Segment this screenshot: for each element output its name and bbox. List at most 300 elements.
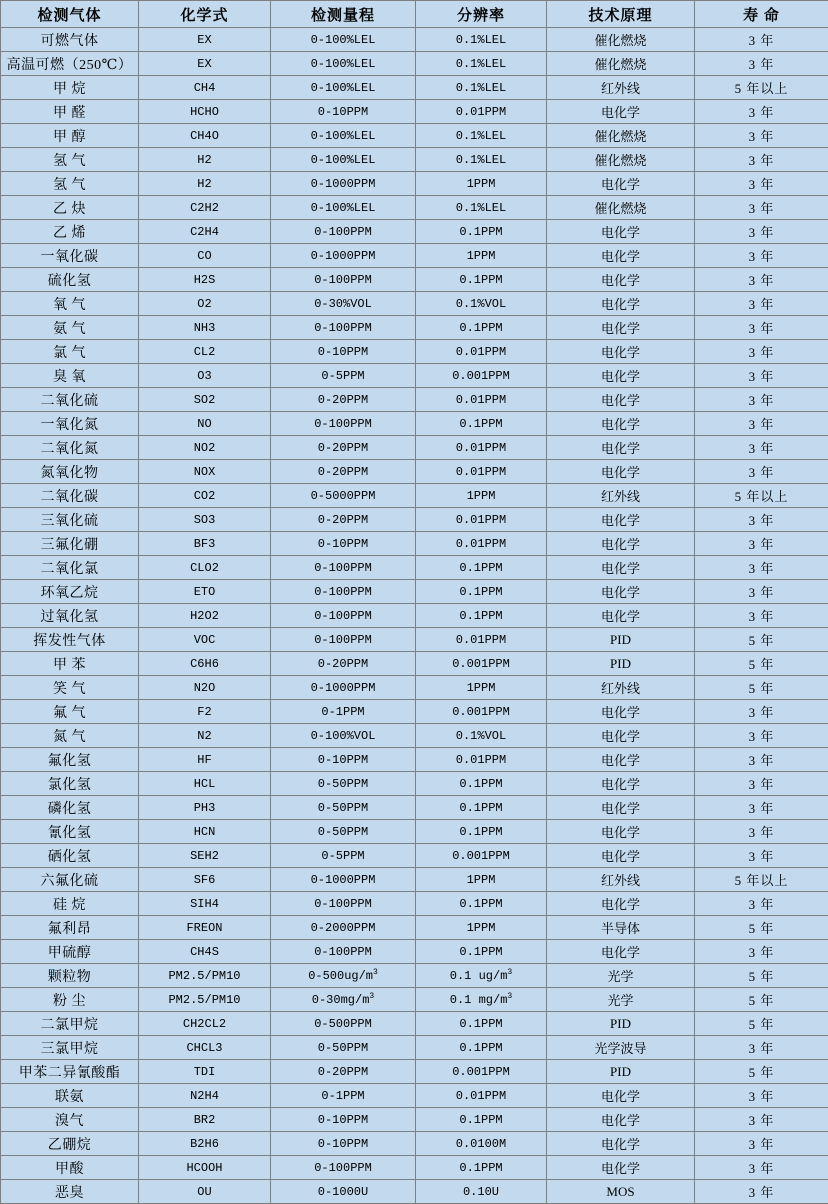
cell-resolution: 0.01PPM [416, 460, 547, 484]
cell-range: 0-100PPM [271, 412, 416, 436]
cell-resolution: 1PPM [416, 244, 547, 268]
cell-gas: 甲 醛 [1, 100, 139, 124]
cell-gas: 甲 苯 [1, 652, 139, 676]
cell-gas: 颗粒物 [1, 964, 139, 988]
table-row [1, 316, 828, 340]
cell-resolution: 0.1%LEL [416, 76, 547, 100]
table-row [1, 964, 828, 988]
cell-range: $0-500ug/m^3$ [271, 964, 416, 988]
cell-range: 0-20PPM [271, 460, 416, 484]
cell-range: 0-1000PPM [271, 676, 416, 700]
cell-gas: 恶臭 [1, 1180, 139, 1204]
table-row [1, 1060, 828, 1084]
cell-gas: 乙 炔 [1, 196, 139, 220]
cell-range: 0-5PPM [271, 844, 416, 868]
table-row [1, 604, 828, 628]
table-row [1, 1108, 828, 1132]
table-row [1, 1084, 828, 1108]
cell-resolution: 0.01PPM [416, 436, 547, 460]
table-row [1, 868, 828, 892]
cell-formula: C2H2 [139, 196, 271, 220]
cell-formula: NH3 [139, 316, 271, 340]
table-row [1, 292, 828, 316]
cell-lifetime: 3 年 [695, 580, 828, 604]
column-header-gas: 检测气体 [1, 1, 139, 28]
cell-resolution: 0.01PPM [416, 100, 547, 124]
cell-resolution: 0.1%LEL [416, 28, 547, 52]
cell-range: 0-100PPM [271, 268, 416, 292]
cell-principle: 电化学 [547, 1132, 695, 1156]
cell-formula: HCN [139, 820, 271, 844]
cell-gas: 氢 气 [1, 172, 139, 196]
cell-resolution: 0.1PPM [416, 412, 547, 436]
cell-formula: CO [139, 244, 271, 268]
cell-formula: SIH4 [139, 892, 271, 916]
cell-principle: 电化学 [547, 604, 695, 628]
cell-range: 0-100PPM [271, 892, 416, 916]
cell-gas: 氮 气 [1, 724, 139, 748]
cell-lifetime: 5 年以上 [695, 868, 828, 892]
cell-lifetime: 3 年 [695, 820, 828, 844]
cell-gas: 粉 尘 [1, 988, 139, 1012]
cell-resolution: 0.1%LEL [416, 196, 547, 220]
cell-resolution: 0.1PPM [416, 796, 547, 820]
cell-range: 0-100%LEL [271, 196, 416, 220]
cell-lifetime: 3 年 [695, 604, 828, 628]
cell-gas: 硒化氢 [1, 844, 139, 868]
table-row [1, 460, 828, 484]
cell-resolution: 0.10U [416, 1180, 547, 1204]
cell-formula: CH4S [139, 940, 271, 964]
cell-resolution: 0.01PPM [416, 628, 547, 652]
cell-formula: TDI [139, 1060, 271, 1084]
cell-resolution: 0.1PPM [416, 316, 547, 340]
table-row [1, 172, 828, 196]
cell-formula: BF3 [139, 532, 271, 556]
cell-principle: 电化学 [547, 1108, 695, 1132]
table-row [1, 412, 828, 436]
cell-gas: 氯化氢 [1, 772, 139, 796]
cell-range: 0-100%LEL [271, 28, 416, 52]
cell-lifetime: 3 年 [695, 1108, 828, 1132]
cell-range: 0-10PPM [271, 748, 416, 772]
table-row [1, 796, 828, 820]
cell-formula: NO [139, 412, 271, 436]
cell-range: 0-100PPM [271, 316, 416, 340]
cell-resolution: 0.1PPM [416, 892, 547, 916]
cell-resolution: 0.1PPM [416, 604, 547, 628]
cell-range: 0-100%LEL [271, 76, 416, 100]
column-header-lifetime: 寿 命 [695, 1, 828, 28]
cell-resolution: 0.01PPM [416, 508, 547, 532]
cell-principle: 电化学 [547, 748, 695, 772]
cell-formula: SO3 [139, 508, 271, 532]
cell-resolution: 0.1PPM [416, 1036, 547, 1060]
cell-formula: H2 [139, 172, 271, 196]
cell-formula: CO2 [139, 484, 271, 508]
cell-principle: 催化燃烧 [547, 196, 695, 220]
cell-resolution: 1PPM [416, 868, 547, 892]
table-row [1, 628, 828, 652]
cell-gas: 硫化氢 [1, 268, 139, 292]
cell-range: 0-20PPM [271, 652, 416, 676]
cell-gas: 二氧化硫 [1, 388, 139, 412]
table-row [1, 52, 828, 76]
cell-resolution: 0.0100M [416, 1132, 547, 1156]
cell-range: 0-100%LEL [271, 52, 416, 76]
cell-resolution: 0.1%LEL [416, 52, 547, 76]
cell-range: 0-1000PPM [271, 244, 416, 268]
cell-range: 0-100PPM [271, 580, 416, 604]
cell-resolution: 0.01PPM [416, 1084, 547, 1108]
cell-lifetime: 3 年 [695, 100, 828, 124]
cell-principle: 红外线 [547, 484, 695, 508]
cell-formula: NO2 [139, 436, 271, 460]
column-header-resolution: 分辨率 [416, 1, 547, 28]
table-row [1, 724, 828, 748]
cell-lifetime: 3 年 [695, 244, 828, 268]
cell-formula: SO2 [139, 388, 271, 412]
cell-lifetime: 3 年 [695, 1036, 828, 1060]
cell-gas: 乙硼烷 [1, 1132, 139, 1156]
cell-principle: 电化学 [547, 508, 695, 532]
table-row [1, 580, 828, 604]
cell-formula: O2 [139, 292, 271, 316]
cell-resolution: 0.1 $mg/m^3$ [416, 988, 547, 1012]
cell-resolution: 0.001PPM [416, 1060, 547, 1084]
cell-lifetime: 5 年 [695, 676, 828, 700]
cell-range: 0-100PPM [271, 220, 416, 244]
cell-formula: NOX [139, 460, 271, 484]
cell-range: 0-100PPM [271, 556, 416, 580]
cell-resolution: 0.001PPM [416, 364, 547, 388]
cell-formula: ETO [139, 580, 271, 604]
cell-gas: 一氧化氮 [1, 412, 139, 436]
cell-gas: 氟 气 [1, 700, 139, 724]
cell-resolution: 0.1PPM [416, 1156, 547, 1180]
cell-gas: 甲苯二异氰酸酯 [1, 1060, 139, 1084]
cell-resolution: 1PPM [416, 916, 547, 940]
cell-formula: HF [139, 748, 271, 772]
cell-lifetime: 3 年 [695, 196, 828, 220]
cell-formula: H2O2 [139, 604, 271, 628]
cell-principle: 电化学 [547, 700, 695, 724]
cell-principle: 电化学 [547, 1084, 695, 1108]
cell-resolution: 0.001PPM [416, 652, 547, 676]
cell-lifetime: 3 年 [695, 364, 828, 388]
cell-gas: 三氧化硫 [1, 508, 139, 532]
cell-range: 0-100%VOL [271, 724, 416, 748]
cell-gas: 氢 气 [1, 148, 139, 172]
cell-resolution: 0.1%VOL [416, 292, 547, 316]
cell-principle: 电化学 [547, 244, 695, 268]
table-row [1, 916, 828, 940]
cell-principle: 电化学 [547, 292, 695, 316]
cell-range: 0-100%LEL [271, 124, 416, 148]
cell-lifetime: 5 年 [695, 1060, 828, 1084]
cell-range: 0-1PPM [271, 700, 416, 724]
table-row [1, 340, 828, 364]
table-row [1, 1132, 828, 1156]
table-row [1, 76, 828, 100]
cell-formula: PM2.5/PM10 [139, 964, 271, 988]
cell-lifetime: 3 年 [695, 28, 828, 52]
cell-range: 0-100%LEL [271, 148, 416, 172]
cell-resolution: 0.01PPM [416, 532, 547, 556]
table-row [1, 940, 828, 964]
cell-gas: 硅 烷 [1, 892, 139, 916]
cell-resolution: 0.1PPM [416, 772, 547, 796]
table-row [1, 676, 828, 700]
cell-range: 0-30%VOL [271, 292, 416, 316]
table-row [1, 508, 828, 532]
cell-principle: 电化学 [547, 532, 695, 556]
cell-range: 0-1PPM [271, 1084, 416, 1108]
table-row [1, 28, 828, 52]
cell-range: 0-10PPM [271, 340, 416, 364]
cell-formula: HCHO [139, 100, 271, 124]
cell-gas: 甲 烷 [1, 76, 139, 100]
cell-principle: 电化学 [547, 412, 695, 436]
cell-principle: 光学波导 [547, 1036, 695, 1060]
cell-principle: 电化学 [547, 388, 695, 412]
cell-principle: 电化学 [547, 772, 695, 796]
cell-principle: 电化学 [547, 460, 695, 484]
cell-lifetime: 3 年 [695, 124, 828, 148]
cell-range: 0-50PPM [271, 1036, 416, 1060]
cell-lifetime: 3 年 [695, 340, 828, 364]
cell-gas: 溴气 [1, 1108, 139, 1132]
cell-principle: 催化燃烧 [547, 52, 695, 76]
cell-lifetime: 5 年以上 [695, 484, 828, 508]
cell-range: 0-100PPM [271, 1156, 416, 1180]
cell-principle: 红外线 [547, 868, 695, 892]
cell-principle: 电化学 [547, 100, 695, 124]
cell-range: 0-500PPM [271, 1012, 416, 1036]
cell-formula: CL2 [139, 340, 271, 364]
table-row [1, 988, 828, 1012]
cell-formula: SEH2 [139, 844, 271, 868]
cell-range: 0-2000PPM [271, 916, 416, 940]
column-header-range: 检测量程 [271, 1, 416, 28]
cell-gas: 三氯甲烷 [1, 1036, 139, 1060]
cell-gas: 甲硫醇 [1, 940, 139, 964]
cell-resolution: 1PPM [416, 172, 547, 196]
cell-gas: 环氧乙烷 [1, 580, 139, 604]
cell-principle: 电化学 [547, 340, 695, 364]
cell-formula: FREON [139, 916, 271, 940]
cell-principle: PID [547, 652, 695, 676]
cell-resolution: 0.01PPM [416, 340, 547, 364]
cell-formula: OU [139, 1180, 271, 1204]
cell-range: 0-1000U [271, 1180, 416, 1204]
cell-lifetime: 3 年 [695, 388, 828, 412]
cell-lifetime: 3 年 [695, 1156, 828, 1180]
cell-resolution: 0.1PPM [416, 220, 547, 244]
cell-gas: 挥发性气体 [1, 628, 139, 652]
cell-gas: 六氟化硫 [1, 868, 139, 892]
cell-gas: 磷化氢 [1, 796, 139, 820]
cell-formula: C2H4 [139, 220, 271, 244]
cell-gas: 二氧化氮 [1, 436, 139, 460]
cell-resolution: 0.1PPM [416, 820, 547, 844]
cell-formula: SF6 [139, 868, 271, 892]
cell-principle: 催化燃烧 [547, 148, 695, 172]
cell-formula: HCL [139, 772, 271, 796]
cell-lifetime: 3 年 [695, 1180, 828, 1204]
table-row [1, 484, 828, 508]
cell-range: 0-20PPM [271, 388, 416, 412]
cell-gas: 氟利昂 [1, 916, 139, 940]
cell-principle: 电化学 [547, 796, 695, 820]
cell-lifetime: 3 年 [695, 796, 828, 820]
cell-principle: 电化学 [547, 436, 695, 460]
cell-formula: CH4 [139, 76, 271, 100]
cell-lifetime: 3 年 [695, 892, 828, 916]
cell-formula: CH4O [139, 124, 271, 148]
cell-principle: PID [547, 1012, 695, 1036]
table-row [1, 1036, 828, 1060]
column-header-principle: 技术原理 [547, 1, 695, 28]
cell-gas: 甲 醇 [1, 124, 139, 148]
cell-lifetime: 3 年 [695, 268, 828, 292]
cell-resolution: 0.001PPM [416, 700, 547, 724]
cell-lifetime: 3 年 [695, 508, 828, 532]
table-row [1, 844, 828, 868]
cell-principle: 催化燃烧 [547, 124, 695, 148]
table-row [1, 124, 828, 148]
cell-lifetime: 3 年 [695, 772, 828, 796]
cell-range: 0-5PPM [271, 364, 416, 388]
cell-formula: CH2CL2 [139, 1012, 271, 1036]
cell-principle: 电化学 [547, 172, 695, 196]
cell-gas: 臭 氧 [1, 364, 139, 388]
cell-principle: 电化学 [547, 220, 695, 244]
cell-resolution: 0.01PPM [416, 748, 547, 772]
cell-resolution: 0.1%LEL [416, 148, 547, 172]
cell-lifetime: 3 年 [695, 292, 828, 316]
cell-range: 0-10PPM [271, 532, 416, 556]
cell-formula: C6H6 [139, 652, 271, 676]
cell-principle: 半导体 [547, 916, 695, 940]
cell-range: 0-20PPM [271, 508, 416, 532]
table-row [1, 1156, 828, 1180]
cell-range: 0-10PPM [271, 1108, 416, 1132]
table-row [1, 772, 828, 796]
cell-lifetime: 3 年 [695, 316, 828, 340]
cell-gas: 甲酸 [1, 1156, 139, 1180]
cell-range: 0-10PPM [271, 100, 416, 124]
cell-formula: H2S [139, 268, 271, 292]
cell-lifetime: 5 年 [695, 652, 828, 676]
cell-range: 0-100PPM [271, 628, 416, 652]
cell-gas: 氟化氢 [1, 748, 139, 772]
table-row [1, 820, 828, 844]
cell-gas: 三氟化硼 [1, 532, 139, 556]
cell-gas: 过氧化氢 [1, 604, 139, 628]
table-row [1, 436, 828, 460]
cell-range: 0-5000PPM [271, 484, 416, 508]
cell-formula: EX [139, 52, 271, 76]
cell-lifetime: 5 年 [695, 988, 828, 1012]
cell-gas: 二氧化氯 [1, 556, 139, 580]
cell-principle: 电化学 [547, 364, 695, 388]
cell-lifetime: 3 年 [695, 148, 828, 172]
cell-resolution: 0.1PPM [416, 556, 547, 580]
cell-principle: 红外线 [547, 76, 695, 100]
cell-formula: PH3 [139, 796, 271, 820]
table-row [1, 652, 828, 676]
cell-lifetime: 5 年 [695, 628, 828, 652]
cell-formula: N2O [139, 676, 271, 700]
cell-principle: PID [547, 1060, 695, 1084]
cell-range: 0-100PPM [271, 604, 416, 628]
cell-range: 0-20PPM [271, 1060, 416, 1084]
table-row [1, 748, 828, 772]
cell-principle: 电化学 [547, 1156, 695, 1180]
cell-formula: VOC [139, 628, 271, 652]
cell-gas: 二氯甲烷 [1, 1012, 139, 1036]
cell-range: 0-100PPM [271, 940, 416, 964]
cell-principle: 红外线 [547, 676, 695, 700]
cell-resolution: 0.001PPM [416, 844, 547, 868]
cell-gas: 二氧化碳 [1, 484, 139, 508]
cell-principle: 电化学 [547, 892, 695, 916]
cell-range: 0-10PPM [271, 1132, 416, 1156]
table-row [1, 268, 828, 292]
cell-lifetime: 3 年 [695, 556, 828, 580]
table-row [1, 1180, 828, 1204]
cell-principle: 电化学 [547, 820, 695, 844]
cell-resolution: 0.1 $ug/m^3$ [416, 964, 547, 988]
cell-resolution: 0.1PPM [416, 940, 547, 964]
cell-lifetime: 3 年 [695, 412, 828, 436]
table-body [1, 28, 828, 1204]
cell-gas: 氧 气 [1, 292, 139, 316]
cell-lifetime: 3 年 [695, 532, 828, 556]
cell-lifetime: 3 年 [695, 844, 828, 868]
cell-lifetime: 5 年 [695, 916, 828, 940]
cell-range: 0-50PPM [271, 772, 416, 796]
cell-gas: 可燃气体 [1, 28, 139, 52]
cell-formula: HCOOH [139, 1156, 271, 1180]
table-row [1, 196, 828, 220]
column-header-formula: 化学式 [139, 1, 271, 28]
cell-lifetime: 3 年 [695, 1132, 828, 1156]
cell-principle: 电化学 [547, 724, 695, 748]
cell-gas: 氨 气 [1, 316, 139, 340]
table-row [1, 244, 828, 268]
table-row [1, 148, 828, 172]
cell-lifetime: 3 年 [695, 724, 828, 748]
cell-lifetime: 3 年 [695, 1084, 828, 1108]
table-row [1, 364, 828, 388]
cell-lifetime: 3 年 [695, 748, 828, 772]
table-row [1, 700, 828, 724]
cell-lifetime: 5 年 [695, 964, 828, 988]
cell-resolution: 0.01PPM [416, 388, 547, 412]
cell-formula: EX [139, 28, 271, 52]
cell-lifetime: 3 年 [695, 460, 828, 484]
cell-resolution: 0.1%VOL [416, 724, 547, 748]
cell-formula: N2 [139, 724, 271, 748]
cell-gas: 笑 气 [1, 676, 139, 700]
cell-lifetime: 3 年 [695, 940, 828, 964]
table-header [1, 1, 828, 28]
cell-formula: H2 [139, 148, 271, 172]
cell-formula: B2H6 [139, 1132, 271, 1156]
cell-formula: PM2.5/PM10 [139, 988, 271, 1012]
